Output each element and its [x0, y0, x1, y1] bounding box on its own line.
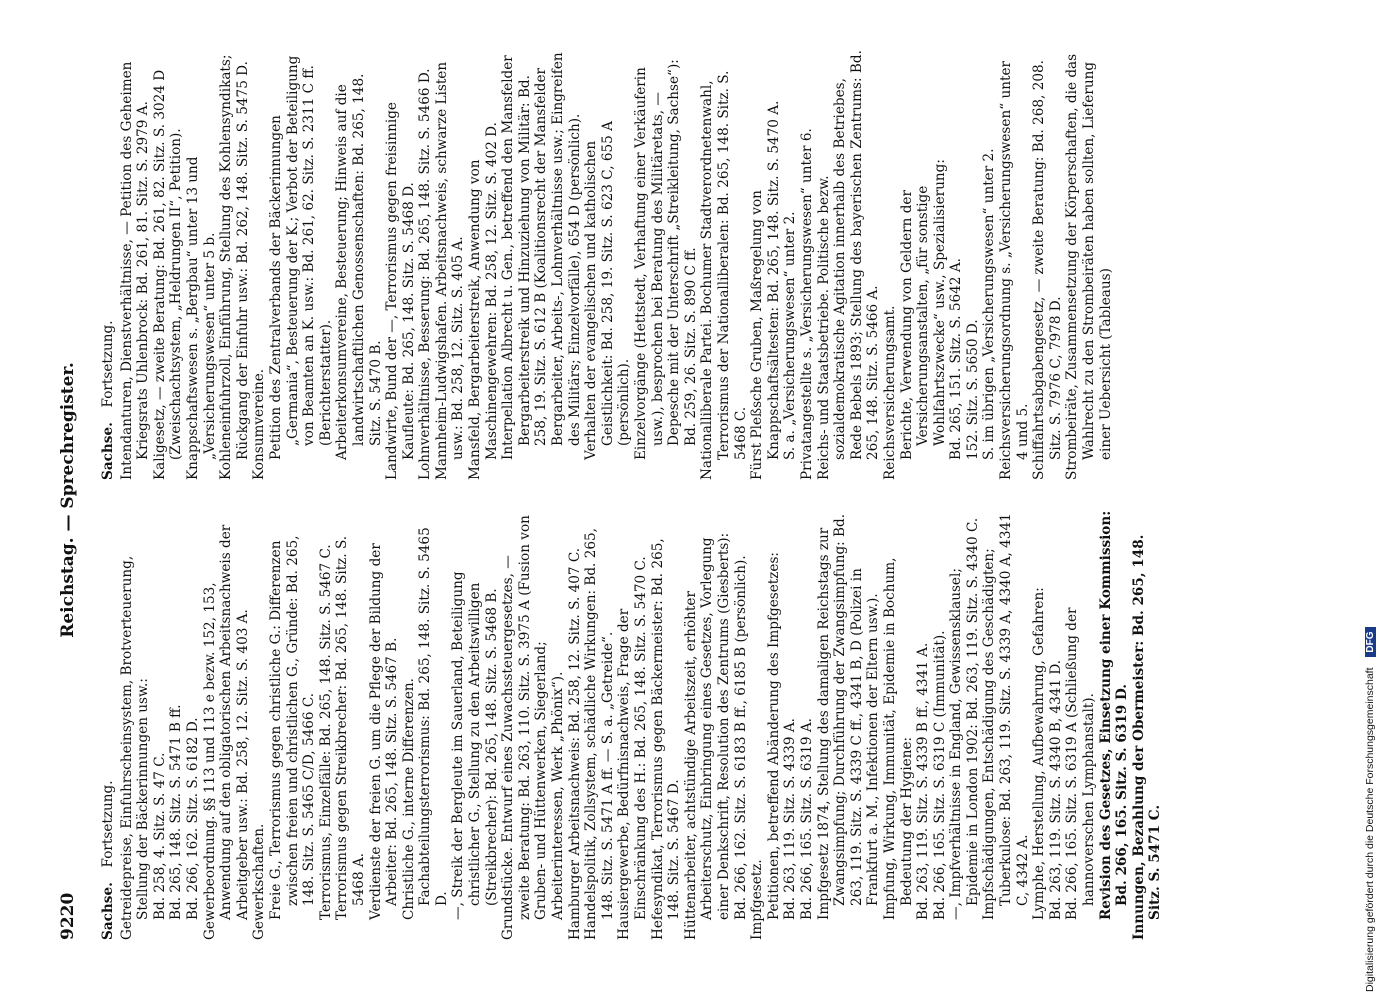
heading-continuation: Fortsetzung.: [100, 780, 116, 868]
index-entry: Reichs- und Staatsbetriebe. Politische bezw. sozialdemokratische Agitation innerhalb des Betriebes, Rede Bebels 1893; Stellung des bayerischen Zentrums: Bd. 265, 148. Sitz. S. 5466 A.: [815, 50, 882, 480]
index-entry: —, Impfverhältnisse in England, Gewissensklausel; Epidemie in London 1902: Bd. 263, 119. Sitz. S. 4340 C.: [948, 517, 981, 920]
entry-list: [119, 50, 1115, 480]
index-entry: Landwirte, Bund der —, Terrorismus gegen freisinnige Kaufleute: Bd. 265, 148. Sitz. S. 5468 D.: [384, 102, 417, 480]
index-entry: Verdienste der freien G. um die Pflege der Bildung der Arbeiter: Bd. 265, 148. Sitz. S. 5467 B.: [367, 543, 401, 920]
dfg-logo: DFG: [1365, 627, 1376, 656]
index-entry: Einzelvorgänge (Hettstedt, Verhaftung einer Verkäuferin usw.), besprochen bei Beratung des Militäretats, — Depesche mit der Unterschrift „Streikleitung, Sachse“): Bd. 259, 26. Sitz. S. 890 C ff.: [633, 59, 699, 460]
index-column-right: [100, 50, 1114, 480]
index-entry: Impfgesetz.: [749, 859, 766, 940]
entry-list: [119, 510, 1164, 940]
heading-name: Sachse.: [100, 882, 116, 940]
index-entry: Strombeiräte, Zusammensetzung der Körperschaften, die das Wahlrecht zu den Strombeiräten haben sollten, Lieferung einer Uebersicht (Tableaus): [1064, 53, 1114, 480]
index-entry: Impfschädigungen, Entschädigung des Geschädigten; Tuberkulose: Bd. 263, 119. Sitz. S. 4339 A, 4340 A, 4341 C, 4342 A.: [981, 513, 1031, 920]
index-entry: Privatangestellte s. „Versicherungswesen“ unter 6.: [798, 128, 815, 480]
index-entry: Impfung, Wirkung, Immunität, Epidemie in Bochum, Bedeutung der Hygiene:: [881, 557, 915, 920]
index-entry: Verhalten der evangelischen und katholischen Geistlichkeit: Bd. 258, 19. Sitz. S. 623 C, 655 A (persönlich).: [583, 121, 633, 460]
index-entry: Schiffahrtsabgabengesetz, — zweite Beratung: Bd. 268, 208. Sitz. S. 7976 C, 7978 D.: [1031, 60, 1064, 480]
index-entry: Innungen, Bezahlung der Obermeister: Bd. 265, 148. Sitz. S. 5471 C.: [1130, 534, 1164, 940]
index-entry: Bd. 263, 119. Sitz. S. 4339 A.: [782, 718, 799, 920]
index-entry: —, Streik der Bergleute im Sauerland, Beteiligung christlicher G., Stellung zu den Arbeitswilligen (Streikbrecher): Bd. 265, 148. Sitz. S. 5468 B.: [450, 571, 500, 920]
index-column-left: [100, 510, 1164, 940]
column-heading: [100, 50, 117, 480]
page-header: [58, 60, 82, 940]
index-entry: Terrorismus, Einzelfälle: Bd. 265, 148. Sitz. S. 5467 C.: [317, 544, 334, 920]
index-entry: Hausiergewerbe, Bedürfnisnachweis, Frage der Einschränkung des H.: Bd. 265, 148. Sitz. S. 5470 C.: [616, 556, 649, 940]
heading-continuation: Fortsetzung.: [100, 320, 116, 408]
page-title: Reichstag. — Sprechregister.: [58, 362, 78, 638]
index-entry: Bd. 266, 162. Sitz. S. 6182 D.: [184, 717, 201, 920]
index-entry: Christliche G., interne Differenzen. Fachabteilungsterrorismus: Bd. 265, 148. Sitz. S. 5465 D.: [400, 527, 450, 920]
index-entry: S. a. „Versicherungswesen“ unter 2.: [782, 211, 799, 460]
index-entry: Nationalliberale Partei. Bochumer Stadtverordnetenwahl, Terrorismus der Nationalliberalen: Bd. 265, 148. Sitz. S. 5468 C.: [699, 70, 749, 480]
index-entry: Bd. 258, 4. Sitz. S. 47 C.: [151, 752, 168, 920]
index-entry: Terrorismus gegen Streikbrecher: Bd. 265, 148. Sitz. S. 5468 A.: [334, 535, 367, 920]
index-entry: Kohleneinfuhrzoll, Einführung, Stellung des Kohlensyndikats; Rückgang der Einfuhr usw.: Bd. 262, 148. Sitz. S. 5475 D.: [218, 54, 251, 480]
index-entry: Interpellation Albrecht u. Gen., betreffend den Mansfelder Bergarbeiterstreik und Hinzuziehung von Militär: Bd. 258, 19. Sitz. S. 612 B (Koalitionsrecht der Mansfelder Bergarbeiter, Arbeits-, Lohnverhältnisse usw.; Eingreifen des Militärs; Einzelvorfälle), 654 D (persönlich).: [500, 52, 583, 460]
column-heading: [100, 510, 117, 940]
index-entry: Konsumvereine.: [251, 368, 268, 480]
index-entry: Revision des Gesetzes, Einsetzung einer Kommission: Bd. 266, 165. Sitz. S. 6319 D.: [1097, 510, 1131, 920]
index-entry: Gewerkschaften.: [251, 823, 268, 940]
index-entry: Fürst Pleßsche Gruben, Maßregelung von Knappschaftsältesten: Bd. 265, 148. Sitz. S. 5470 A.: [749, 100, 782, 480]
index-entry: Bd. 265, 151. Sitz. S. 5642 A.: [948, 258, 965, 460]
index-entry: Gewerbeordnung. §§ 113 und 113 e bezw. 152, 153, Anwendung auf den obligatorischen Arbeitsnachweis der Arbeitgeber usw.: Bd. 258, 12. Sitz. S. 403 A.: [201, 524, 251, 940]
heading-name: Sachse.: [100, 422, 116, 480]
index-entry: Hefesyndikat, Terrorismus gegen Bäckermeister: Bd. 265, 148. Sitz. S. 5467 D.: [649, 538, 683, 940]
index-entry: Getreidepreise, Einfuhrscheinsystem, Brotverteuerung, Stellung der Bäckerinnungen usw.:: [118, 555, 152, 940]
index-entry: Handelspolitik, Zollsystem, schädliche Wirkungen: Bd. 265, 148. Sitz. S. 5471 A ff. — S. a. „Getreide“.: [583, 528, 616, 940]
index-entry: Petition des Zentralverbands der Bäckerinnungen „Germania“, Besteuerung der K.; Verbot der Beteiligung von Beamten an K. usw.: Bd. 261, 62. Sitz. S. 2311 C ff. (Berichterstatter).: [267, 55, 334, 460]
index-entry: 152. Sitz. S. 5650 D.: [964, 319, 981, 460]
index-entry: Petitionen, betreffend Abänderung des Impfgesetzes:: [765, 551, 782, 920]
index-entry: Impfgesetz 1874, Stellung des damaligen Reichstags zur Zwangsimpfung; Durchführung der Zwangsimpfung: Bd. 263, 119. Sitz. S. 4339 C ff., 4341 B, D (Polizei in Frankfurt a. M., Infektionen der Eltern usw.).: [815, 513, 882, 920]
index-entry: Lymphe, Herstellung, Aufbewahrung, Gefahren:: [1031, 587, 1048, 920]
index-entry: Mannheim-Ludwigshafen. Arbeitsnachweis, schwarze Listen usw.: Bd. 258, 12. Sitz. S. 405 A.: [433, 61, 467, 480]
index-entry: Bd. 266, 165. Sitz. S. 6319 C (Immunität).: [931, 630, 948, 920]
index-entry: Grundstücke. Entwurf eines Zuwachssteuergesetzes, — zweite Beratung: Bd. 263, 110. Sitz. S. 3975 A (Fusion von Gruben- und Hüttenwerken, Siegerland; Arbeiterinteressen, Werk „Phönix“).: [500, 515, 567, 940]
index-entry: Intendanturen, Dienstverhältnisse, — Petition des Geheimen Kriegsrats Uhlenbrock: Bd. 261, 81. Sitz. S. 2979 A.: [118, 61, 152, 480]
index-entry: Bd. 265, 148. Sitz. S. 5471 B ff.: [168, 704, 185, 920]
index-entry: Bd. 266, 165. Sitz. S. 6319 A.: [798, 718, 815, 920]
index-entry: Mansfeld, Bergarbeiterstreik, Anwendung von Maschinengewehren: Bd. 258, 12. Sitz. S. 402 D.: [467, 122, 500, 480]
index-entry: Knappschaftswesen s. „Bergbau“ unter 13 und „Versicherungswesen“ unter 5 b.: [184, 156, 218, 480]
index-entry: Berichte, Verwendung von Geldern der Versicherungsanstalten, „für sonstige Wohlfahrtszwecke“ usw., Spezialisierung:: [898, 159, 948, 460]
index-entry: Freie G., Terrorismus gegen christliche G.: Differenzen zwischen freien und christlichen G., Gründe: Bd. 265, 148. Sitz. S. 5465 C/D, 5466 C.: [267, 535, 318, 920]
index-entry: Lohnverhältnisse, Besserung: Bd. 265, 148. Sitz. S. 5466 D.: [417, 68, 434, 480]
index-entry: Reichsversicherungsamt.: [881, 305, 898, 480]
index-entry: Hamburger Arbeitsnachweis: Bd. 258, 12. Sitz. S. 407 C.: [566, 547, 583, 940]
index-entry: Bd. 263, 119. Sitz. S. 4340 B, 4341 D.: [1047, 659, 1064, 920]
index-entry: Kaligesetz, — zweite Beratung: Bd. 261, 82. Sitz. S. 3024 D (Zweischachtsystem, „Heldrungen II“, Petition).: [151, 69, 185, 480]
digitization-note: [1362, 8, 1382, 992]
index-entry: Bd. 263, 119. Sitz. S. 4339 B ff., 4341 A.: [915, 642, 932, 920]
index-entry: Arbeiterkonsumvereine, Besteuerung; Hinweis auf die landwirtschaftlichen Genossenschaften: Bd. 265, 148. Sitz. S. 5470 B.: [334, 73, 384, 460]
funding-note: Digitalisierung gefördert durch die Deutsche Forschungsgemeinschaft: [1364, 667, 1376, 992]
page-number: 9220: [58, 892, 78, 940]
index-entry: S. im übrigen „Versicherungswesen“ unter 2.: [981, 148, 998, 460]
index-entry: Bd. 266, 165. Sitz. S. 6319 A (Schließung der hannoverschen Lymphanstalt).: [1064, 607, 1098, 920]
index-entry: Reichsversicherungsordnung s. „Versicherungswesen“ unter 4 und 5.: [998, 61, 1031, 480]
index-entry: Hüttenarbeiter, achtstündige Arbeitszeit, erhöhter Arbeiterschutz, Einbringung eines Gesetzes, Vorlegung einer Denkschrift, Resolution des Zentrums (Giesberts): Bd. 266, 162. Sitz. S. 6183 B ff., 6185 B (persönlich).: [682, 532, 749, 940]
